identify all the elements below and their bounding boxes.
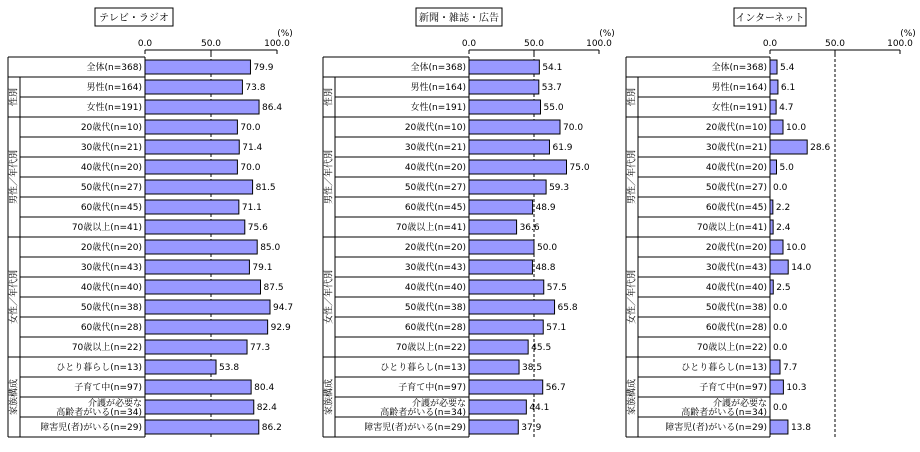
row-label: 40歳代(n=40) [80,283,142,293]
bar [469,240,534,254]
data-label: 61.9 [552,143,573,153]
data-label: 71.1 [241,203,262,213]
data-label: 14.0 [791,263,812,273]
bar [469,300,555,314]
row-label: 障害児(者)がいる(n=29) [665,423,767,433]
data-label: 81.5 [255,183,276,193]
row-label: 70歳以上(n=22) [395,343,466,353]
data-label: 92.9 [270,323,291,333]
row-label: 50歳代(n=38) [80,303,142,313]
data-label: 79.9 [253,63,274,73]
row-label: 30歳代(n=43) [404,263,466,273]
tick-label: 100.0 [887,39,913,49]
row-label: 40歳代(n=40) [705,283,767,293]
bar [770,220,773,234]
group-label: 女性／年代別 [627,269,638,325]
row-label: 60歳代(n=28) [705,323,767,333]
data-label: 70.0 [563,123,584,133]
row-label: 男性(n=164) [410,83,466,93]
bar [469,280,544,294]
row-label: 60歳代(n=45) [404,203,466,213]
row-label: 70歳以上(n=41) [395,223,466,233]
bar [145,340,247,354]
bar [145,420,259,434]
row-label: 50歳代(n=38) [705,303,767,313]
tick-label: 50.0 [523,39,545,49]
data-label: 79.1 [252,263,273,273]
bar [469,260,532,274]
bar [145,60,250,74]
bar [469,340,528,354]
tick-label: 0.0 [461,39,477,49]
row-label: 60歳代(n=45) [705,203,767,213]
data-label: 71.4 [242,143,263,153]
row-label: 女性(n=191) [711,103,767,113]
bar [145,100,259,114]
bar [770,60,777,74]
bar [469,320,543,334]
data-label: 77.3 [250,343,271,353]
data-label: 73.8 [245,83,266,93]
row-label: 70歳以上(n=41) [71,223,142,233]
row-label: 50歳代(n=38) [404,303,466,313]
row-label: 高齢者がいる(n=34) [681,408,767,418]
data-label: 54.1 [542,63,563,73]
bar [145,240,257,254]
row-label: 男性(n=164) [86,83,142,93]
group-label: 女性／年代別 [9,269,20,325]
bar [469,60,539,74]
row-label: 40歳代(n=20) [80,163,142,173]
row-label: 50歳代(n=27) [404,183,466,193]
bar [469,80,539,94]
row-label: 20歳代(n=20) [404,243,466,253]
bar [469,200,533,214]
bar [770,380,783,394]
group-label: 家族構成 [9,378,20,416]
bar [770,360,780,374]
data-label: 0.0 [773,303,788,313]
row-label: 30歳代(n=43) [705,263,767,273]
data-label: 57.1 [546,323,567,333]
data-label: 55.0 [543,103,564,113]
row-label: 30歳代(n=21) [705,143,767,153]
row-label: 60歳代(n=45) [80,203,142,213]
data-label: 75.6 [247,223,268,233]
row-label: 介護が必要な [411,399,466,409]
data-label: 5.0 [779,163,794,173]
data-label: 7.7 [783,363,798,373]
row-label: 70歳以上(n=22) [696,343,767,353]
data-label: 59.3 [549,183,570,193]
row-label: 子育て中(n=97) [699,383,767,393]
bar [145,200,239,214]
row-label: 全体(n=368) [86,63,142,73]
data-label: 0.0 [773,323,788,333]
bar [145,160,237,174]
data-label: 48.8 [535,263,556,273]
row-label: 60歳代(n=28) [404,323,466,333]
bar [770,260,788,274]
row-label: 20歳代(n=10) [80,123,142,133]
axis-unit: (%) [277,29,293,39]
chart-title: 新聞・雑誌・広告 [419,13,499,24]
data-label: 56.7 [545,383,566,393]
bar [469,160,567,174]
row-label: ひとり暮らし(n=13) [681,363,767,373]
bar [770,240,783,254]
tick-label: 100.0 [264,39,290,49]
bar [469,360,519,374]
data-label: 37.9 [521,423,542,433]
row-label: 女性(n=191) [410,103,466,113]
row-label: 高齢者がいる(n=34) [56,408,142,418]
data-label: 85.0 [260,243,281,253]
bar [145,180,253,194]
bar [469,220,517,234]
group-label: 男性／年代別 [9,149,20,205]
bar [469,100,541,114]
data-label: 65.8 [557,303,578,313]
row-label: 60歳代(n=28) [80,323,142,333]
data-label: 38.5 [522,363,543,373]
axis-unit: (%) [900,29,916,39]
data-label: 75.0 [569,163,590,173]
bar [469,380,543,394]
bar [770,280,773,294]
bar [770,120,783,134]
bar [469,180,546,194]
group-label: 家族構成 [627,378,638,416]
row-label: 30歳代(n=21) [404,143,466,153]
bar [145,260,249,274]
data-label: 80.4 [254,383,275,393]
data-label: 57.5 [546,283,567,293]
row-label: ひとり暮らし(n=13) [56,363,142,373]
bar [770,160,777,174]
data-label: 6.1 [780,83,796,93]
data-label: 70.0 [240,163,261,173]
row-label: ひとり暮らし(n=13) [380,363,466,373]
row-label: 30歳代(n=43) [80,263,142,273]
row-label: 30歳代(n=21) [80,143,142,153]
data-label: 82.4 [256,403,277,413]
data-label: 2.2 [775,203,791,213]
tick-label: 50.0 [200,39,222,49]
row-label: 40歳代(n=40) [404,283,466,293]
group-label: 性別 [324,87,335,107]
row-label: 子育て中(n=97) [74,383,142,393]
data-label: 53.7 [541,83,562,93]
data-label: 2.5 [776,283,791,293]
axis-unit: (%) [599,29,615,39]
row-label: 女性(n=191) [86,103,142,113]
data-label: 4.7 [779,103,794,113]
row-label: 70歳以上(n=41) [696,223,767,233]
row-label: 障害児(者)がいる(n=29) [364,423,466,433]
data-label: 0.0 [773,343,788,353]
row-label: 20歳代(n=20) [705,243,767,253]
row-label: 20歳代(n=10) [404,123,466,133]
bar [770,100,776,114]
data-label: 50.0 [537,243,558,253]
row-label: 全体(n=368) [410,63,466,73]
data-label: 5.4 [780,63,795,73]
bar [770,200,773,214]
bar [145,360,216,374]
row-label: 50歳代(n=27) [80,183,142,193]
group-label: 女性／年代別 [324,269,335,325]
bar [145,400,254,414]
row-label: 障害児(者)がいる(n=29) [40,423,142,433]
data-label: 2.4 [776,223,791,233]
row-label: 70歳以上(n=22) [71,343,142,353]
bar [469,400,526,414]
data-label: 86.2 [261,423,282,433]
bar [145,120,237,134]
chart-title: インターネット [735,13,805,24]
row-label: 20歳代(n=10) [705,123,767,133]
bar [145,280,261,294]
bar [145,220,245,234]
bar [469,120,560,134]
row-label: 50歳代(n=27) [705,183,767,193]
data-label: 0.0 [773,403,788,413]
bar [145,80,242,94]
data-label: 70.0 [240,123,261,133]
bar [770,140,807,154]
row-label: 全体(n=368) [711,63,767,73]
tick-label: 50.0 [824,39,846,49]
data-label: 87.5 [263,283,284,293]
data-label: 45.5 [531,343,552,353]
bar [145,140,239,154]
row-label: 男性(n=164) [711,83,767,93]
group-label: 性別 [9,87,20,107]
data-label: 48.9 [535,203,556,213]
group-label: 家族構成 [324,378,335,416]
data-label: 53.8 [219,363,240,373]
row-label: 40歳代(n=20) [404,163,466,173]
bar [770,80,778,94]
data-label: 44.1 [529,403,550,413]
data-label: 10.0 [786,123,807,133]
data-label: 94.7 [273,303,294,313]
data-label: 36.6 [519,223,540,233]
row-label: 高齢者がいる(n=34) [380,408,466,418]
bar [770,420,788,434]
bar [469,140,549,154]
data-label: 86.4 [262,103,283,113]
bar [145,380,251,394]
bar [145,320,268,334]
data-label: 10.0 [786,243,807,253]
data-label: 10.3 [786,383,807,393]
group-label: 男性／年代別 [627,149,638,205]
row-label: 介護が必要な [87,399,142,409]
data-label: 13.8 [790,423,811,433]
row-label: 介護が必要な [712,399,767,409]
row-label: 子育て中(n=97) [398,383,466,393]
chart-title: テレビ・ラジオ [99,13,169,24]
data-label: 28.6 [810,143,831,153]
row-label: 40歳代(n=20) [705,163,767,173]
group-label: 性別 [627,87,638,107]
tick-label: 0.0 [762,39,778,49]
bar [145,300,270,314]
tick-label: 0.0 [137,39,153,49]
bar [469,420,518,434]
group-label: 男性／年代別 [324,149,335,205]
tick-label: 100.0 [586,39,612,49]
data-label: 0.0 [773,183,788,193]
row-label: 20歳代(n=20) [80,243,142,253]
